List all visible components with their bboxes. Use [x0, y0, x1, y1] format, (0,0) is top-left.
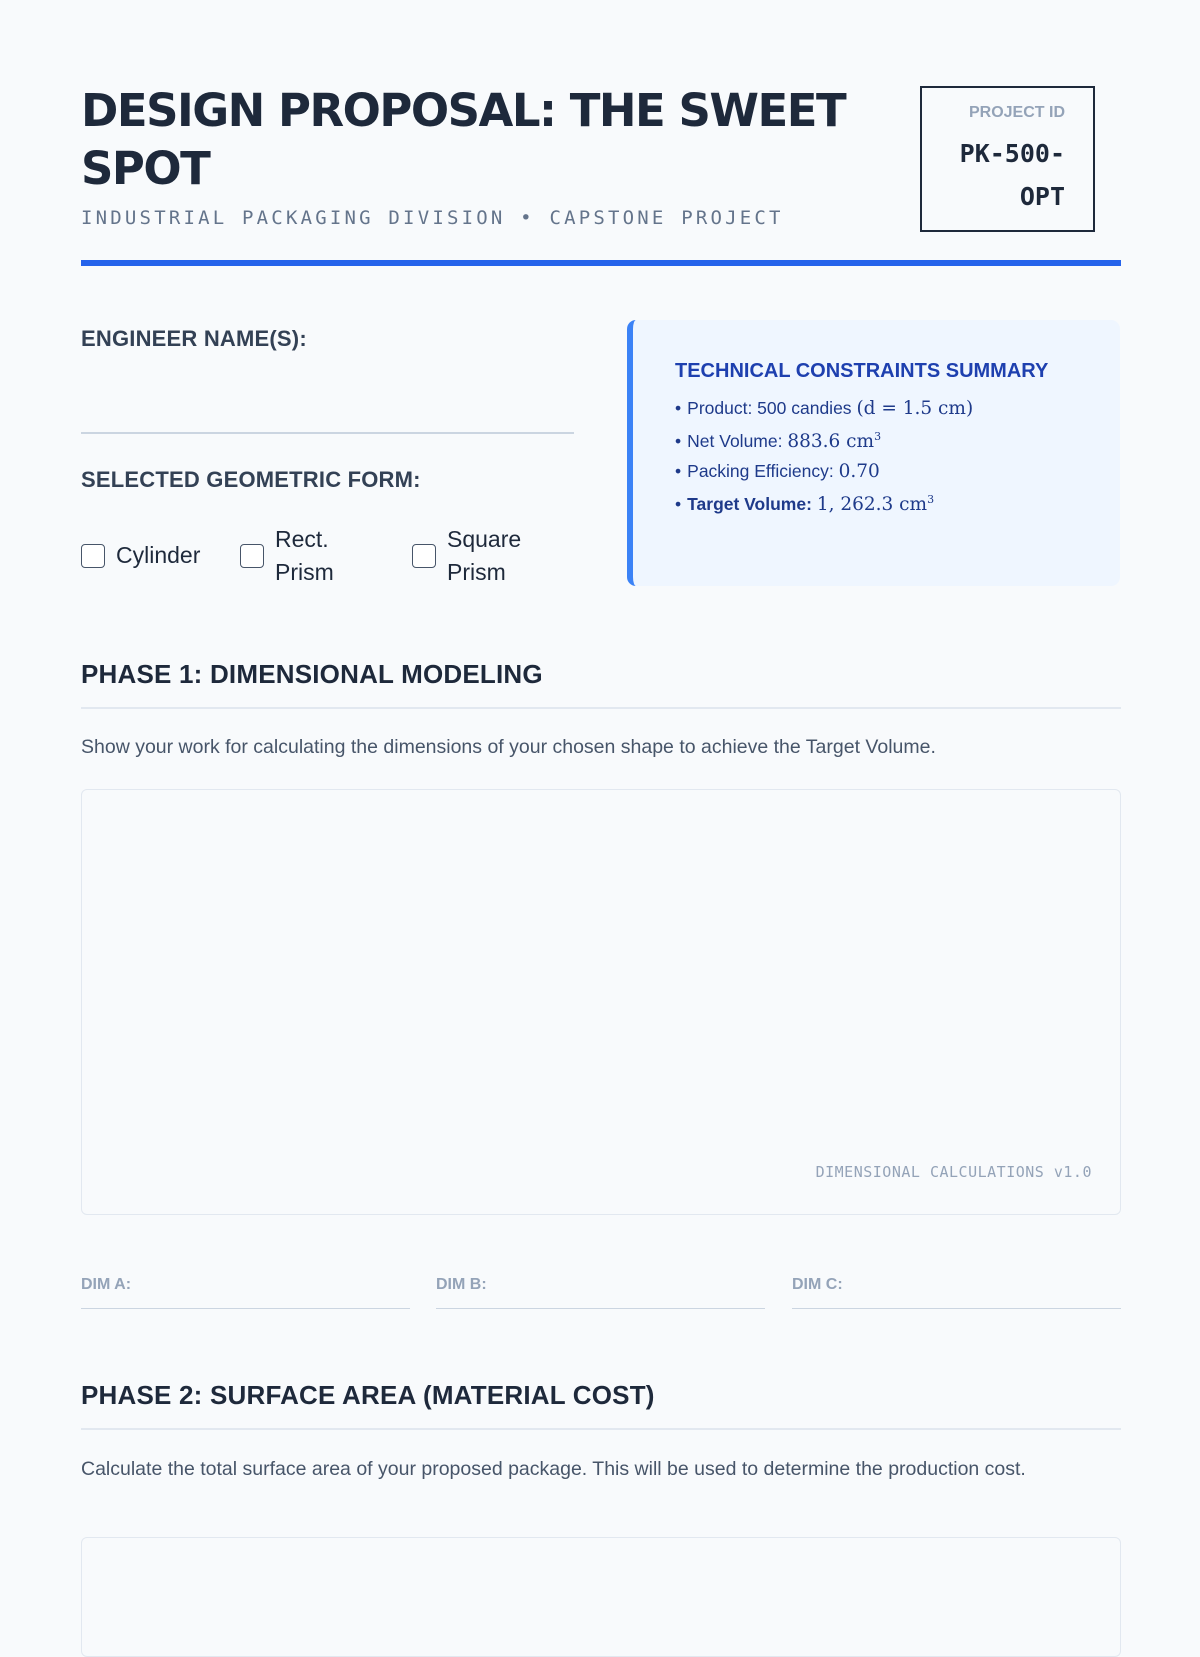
net-volume-value: 883.6 cm [787, 430, 875, 452]
engineer-name-field[interactable] [81, 432, 574, 434]
constraint-net-volume: • Net Volume: 883.6 $cm^3$ [675, 429, 882, 452]
page-title: DESIGN PROPOSAL: THE SWEET SPOT [81, 84, 846, 195]
phase1-description: Show your work for calculating the dimensions of your chosen shape to achieve the Target Volume. [81, 736, 936, 758]
constraints-title: TECHNICAL CONSTRAINTS SUMMARY [675, 360, 1049, 382]
square-prism-checkbox[interactable] [412, 544, 436, 568]
cylinder-checkbox[interactable] [81, 544, 105, 568]
dim-a-label: DIM A: [81, 1276, 132, 1293]
dimensional-calculations-area[interactable] [81, 789, 1121, 1215]
option-square-prism[interactable] [412, 523, 537, 589]
packing-efficiency-value: 0.70 [838, 461, 880, 482]
dim-b-field[interactable] [436, 1258, 765, 1309]
option-rect-prism-label: Rect. Prism [275, 526, 334, 585]
engineer-name-label: ENGINEER NAME(S): [81, 326, 307, 351]
project-id-box [920, 86, 1095, 232]
constraint-packing-efficiency: • Packing Efficiency: 0.70 [675, 461, 880, 482]
phase1-title: PHASE 1: DIMENSIONAL MODELING [81, 659, 543, 689]
dim-a-field[interactable] [81, 1258, 410, 1309]
constraint-product: • Product: 500 candies (d = 1.5 cm) [675, 398, 974, 419]
constraints-list [675, 398, 973, 524]
header-divider [81, 260, 1121, 266]
phase2-description: Calculate the total surface area of your proposed package. This will be used to determine the production cost. [81, 1458, 1026, 1480]
phase2-title: PHASE 2: SURFACE AREA (MATERIAL COST) [81, 1380, 655, 1410]
phase2-divider [81, 1428, 1121, 1430]
option-square-prism-label: Square Prism [447, 526, 522, 585]
option-cylinder[interactable] [81, 539, 200, 572]
project-id-value: PK-500-OPT [959, 139, 1065, 211]
geometric-form-label: SELECTED GEOMETRIC FORM: [81, 467, 421, 492]
workbox-tag: DIMENSIONAL CALCULATIONS v1.0 [815, 1163, 1092, 1181]
rect-prism-checkbox[interactable] [240, 544, 264, 568]
phase1-divider [81, 707, 1121, 709]
page-subtitle: INDUSTRIAL PACKAGING DIVISION • CAPSTONE PROJECT [81, 207, 784, 229]
option-cylinder-label: Cylinder [116, 542, 201, 568]
product-formula: (d = 1.5 cm) [856, 398, 974, 419]
dim-c-field[interactable] [792, 1258, 1121, 1309]
dim-b-label: DIM B: [436, 1276, 487, 1293]
project-id-label: PROJECT ID [968, 104, 1065, 121]
surface-area-calculations-area[interactable] [81, 1537, 1121, 1657]
dim-c-label: DIM C: [792, 1276, 843, 1293]
technical-constraints-panel [627, 320, 1120, 586]
constraint-target-volume: • Target Volume: 1, 262.3 $cm^3$ [675, 492, 935, 515]
option-rect-prism[interactable] [240, 523, 355, 589]
target-volume-value: 1, 262.3 cm [816, 493, 928, 515]
